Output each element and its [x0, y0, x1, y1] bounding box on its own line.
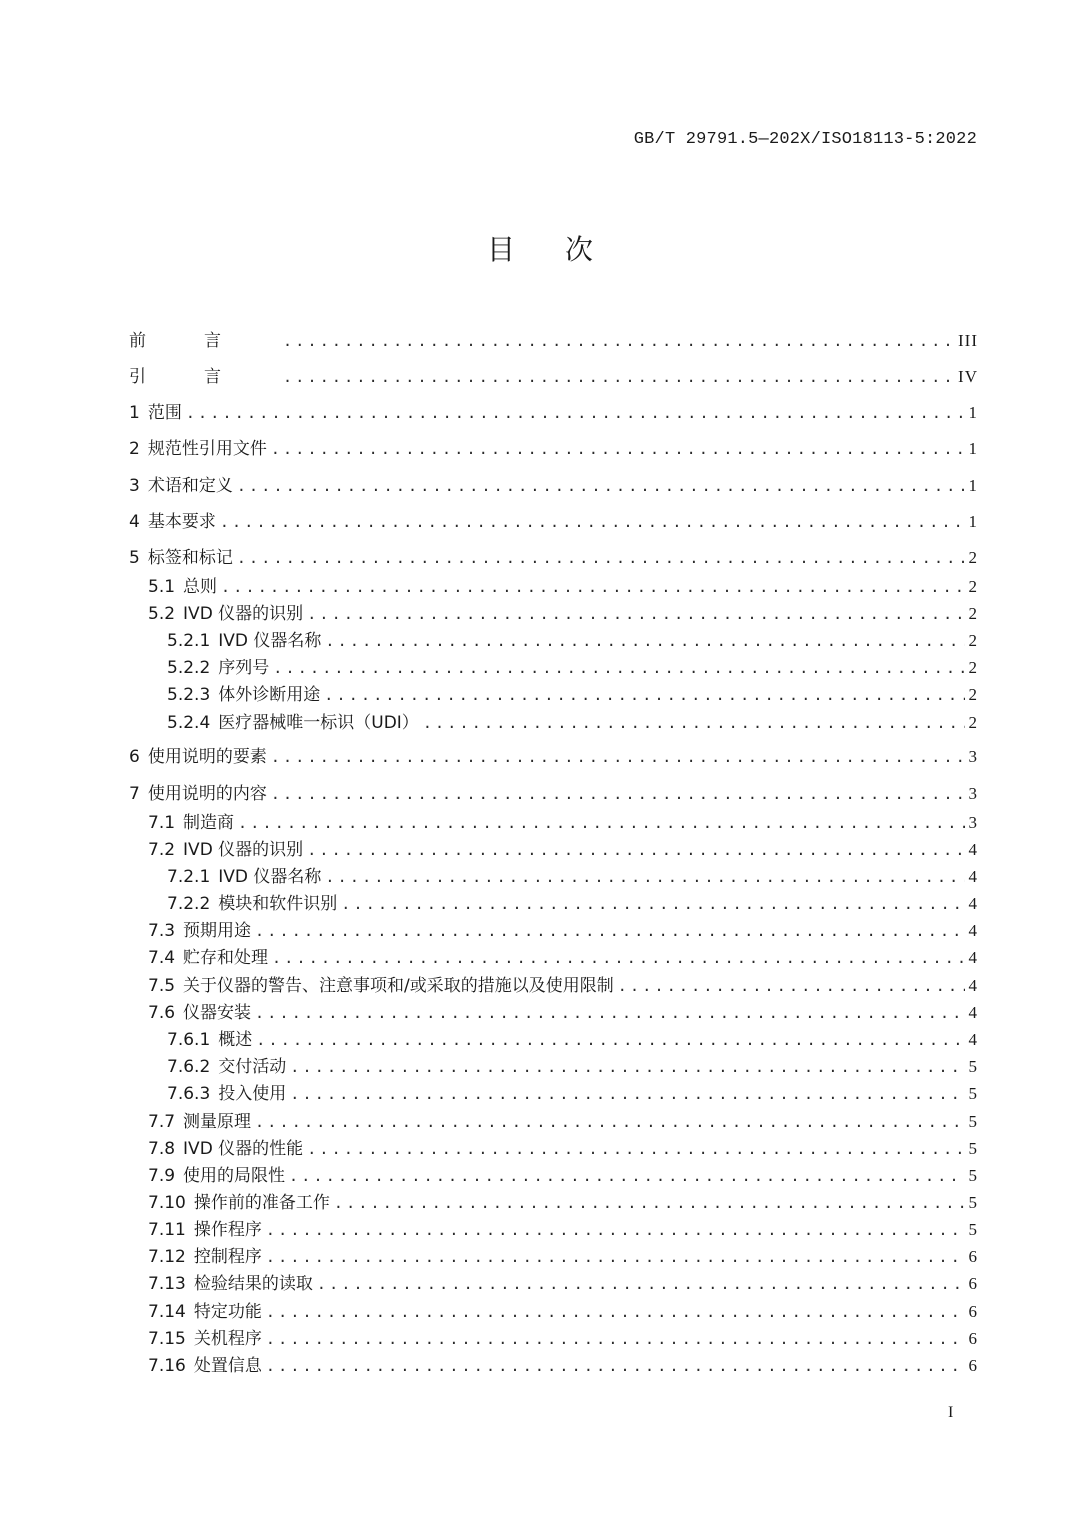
toc-entry-title: 贮存和处理	[183, 948, 269, 968]
toc-entry[interactable]	[148, 947, 978, 969]
toc-entry-title: 预期用途	[183, 921, 252, 941]
toc-dot-leader	[423, 712, 965, 734]
toc-entry-title: 基本要求	[147, 512, 216, 532]
toc-entry-page: 4	[968, 921, 978, 940]
toc-entry-title: IVD 仪器名称	[218, 631, 322, 651]
toc-entry-number: 2	[129, 439, 140, 459]
toc-entry[interactable]	[167, 657, 978, 679]
toc-entry-page: 4	[968, 1030, 978, 1049]
toc-dot-leader	[325, 866, 964, 888]
toc-entry[interactable]	[167, 1029, 978, 1051]
toc-entry-number: 7	[129, 784, 140, 804]
toc-entry-number: 3	[129, 476, 140, 496]
toc-entry-number: 7.5	[148, 976, 176, 996]
toc-entry-page: 1	[968, 476, 978, 495]
toc-entry[interactable]	[148, 1355, 978, 1377]
toc-entry[interactable]	[129, 746, 978, 768]
toc-entry-page: 6	[968, 1274, 978, 1293]
toc-entry[interactable]	[129, 438, 978, 460]
toc-entry-number: 7.11	[148, 1220, 186, 1240]
toc-dot-leader	[334, 1192, 965, 1214]
toc-entry-title: 投入使用	[218, 1084, 287, 1104]
toc-entry-page: IV	[958, 367, 978, 386]
toc-entry-page: 1	[968, 439, 978, 458]
toc-entry[interactable]	[167, 630, 978, 652]
toc-dot-leader	[266, 1246, 965, 1268]
toc-entry-number: 5.2.4	[167, 713, 211, 733]
toc-entry-title: 控制程序	[193, 1247, 262, 1267]
toc-entry-number: 5	[129, 548, 140, 568]
toc-entry-number: 7.6.2	[167, 1057, 211, 1077]
toc-dot-leader	[221, 576, 964, 598]
toc-entry[interactable]	[148, 576, 978, 598]
toc-dot-leader	[307, 1138, 964, 1160]
toc-entry-title: 范围	[147, 403, 182, 423]
toc-entry-title: 测量原理	[183, 1112, 252, 1132]
toc-entry[interactable]	[129, 475, 978, 497]
toc-entry-page: 5	[968, 1139, 978, 1158]
toc-dot-leader	[237, 547, 965, 569]
toc-entry-page: 5	[968, 1166, 978, 1185]
toc-entry-number: 5.2.3	[167, 685, 211, 705]
toc-entry[interactable]	[148, 1138, 978, 1160]
toc-entry-title: 规范性引用文件	[147, 439, 267, 459]
toc-entry-page: 5	[968, 1193, 978, 1212]
toc-entry[interactable]	[148, 1192, 978, 1214]
toc-entry-title: 特定功能	[193, 1302, 262, 1322]
toc-entry-number: 4	[129, 512, 140, 532]
toc-entry-title: 标签和标记	[147, 548, 233, 568]
toc-dot-leader	[266, 1328, 965, 1350]
toc-entry-title: 术语和定义	[147, 476, 233, 496]
toc-dot-leader	[266, 1301, 965, 1323]
toc-entry-number: 7.15	[148, 1329, 186, 1349]
toc-entry-title: 操作程序	[193, 1220, 262, 1240]
toc-entry-page: III	[958, 331, 978, 350]
toc-entry-title: 仪器安装	[183, 1003, 252, 1023]
toc-entry-number: 5.2.2	[167, 658, 211, 678]
toc-entry-title: IVD 仪器名称	[218, 867, 322, 887]
toc-entry[interactable]	[148, 1219, 978, 1241]
toc-entry-title: 总则	[183, 577, 218, 597]
toc-entry-number: 7.3	[148, 921, 176, 941]
toc-entry-number: 7.9	[148, 1166, 176, 1186]
toc-dot-leader	[271, 746, 965, 768]
toc-entry-page: 2	[968, 631, 978, 650]
toc-entry-page: 6	[968, 1247, 978, 1266]
toc-dot-leader	[186, 402, 965, 424]
toc-entry-number: 7.2.1	[167, 867, 211, 887]
toc-entry-page: 5	[968, 1112, 978, 1131]
toc-entry-title: IVD 仪器的性能	[183, 1139, 304, 1159]
toc-entry-title: 关机程序	[193, 1329, 262, 1349]
toc-dot-leader	[266, 1219, 965, 1241]
toc-dot-leader	[256, 1029, 964, 1051]
toc-entry-number: 7.13	[148, 1274, 186, 1294]
toc-entry[interactable]	[148, 1246, 978, 1268]
toc-dot-leader	[341, 893, 964, 915]
toc-entry-number: 7.8	[148, 1139, 176, 1159]
toc-entry-page: 4	[968, 867, 978, 886]
toc-entry[interactable]	[167, 712, 978, 734]
toc-dot-leader	[272, 947, 964, 969]
toc-entry[interactable]	[167, 1056, 978, 1078]
toc-entry-number: 6	[129, 747, 140, 767]
toc-dot-leader	[220, 511, 965, 533]
toc-dot-leader	[307, 839, 964, 861]
toc-dot-leader	[255, 1002, 964, 1024]
toc-entry[interactable]	[167, 684, 978, 706]
toc-entry-number: 7.2.2	[167, 894, 211, 914]
toc-dot-leader	[283, 330, 954, 352]
toc-entry[interactable]	[129, 547, 978, 569]
toc-entry-page: 2	[968, 658, 978, 677]
toc-entry-title: 前言	[129, 331, 279, 351]
toc-entry[interactable]	[148, 812, 978, 834]
toc-entry-title: 使用说明的要素	[147, 747, 267, 767]
toc-entry-page: 3	[968, 784, 978, 803]
toc-entry[interactable]	[148, 603, 978, 625]
toc-entry-number: 5.1	[148, 577, 176, 597]
toc-entry-number: 7.2	[148, 840, 176, 860]
toc-entry-number: 5.2	[148, 604, 176, 624]
toc-entry-title: 制造商	[183, 813, 235, 833]
toc-entry[interactable]	[129, 402, 978, 424]
toc-entry-number: 7.12	[148, 1247, 186, 1267]
toc-entry-title: 概述	[218, 1030, 253, 1050]
page-title: 目次	[486, 233, 643, 266]
toc-entry-page: 6	[968, 1302, 978, 1321]
toc-entry-page: 4	[968, 894, 978, 913]
toc-entry[interactable]	[148, 839, 978, 861]
toc-entry-title: 交付活动	[218, 1057, 287, 1077]
toc-dot-leader	[271, 438, 965, 460]
toc-dot-leader	[324, 684, 964, 706]
toc-dot-leader	[266, 1355, 965, 1377]
toc-dot-leader	[618, 975, 965, 997]
toc-entry-page: 6	[968, 1329, 978, 1348]
toc-entry-title: 处置信息	[193, 1356, 262, 1376]
toc-dot-leader	[290, 1056, 964, 1078]
toc-entry-title: 使用的局限性	[183, 1166, 286, 1186]
toc-entry-page: 3	[968, 747, 978, 766]
toc-dot-leader	[283, 366, 954, 388]
toc-entry-number: 7.6.3	[167, 1084, 211, 1104]
toc-entry-page: 4	[968, 1003, 978, 1022]
toc-entry-page: 2	[968, 604, 978, 623]
toc-entry[interactable]	[167, 1083, 978, 1105]
toc-entry-title: 检验结果的读取	[193, 1274, 313, 1294]
page-number: I	[948, 1404, 954, 1421]
toc-entry[interactable]	[129, 366, 978, 388]
toc-entry-page: 2	[968, 577, 978, 596]
toc-entry-number: 7.16	[148, 1356, 186, 1376]
toc-entry[interactable]	[129, 511, 978, 533]
toc-entry-page: 5	[968, 1084, 978, 1103]
toc-dot-leader	[237, 475, 965, 497]
toc-entry[interactable]	[148, 1273, 978, 1295]
toc-entry-title: 使用说明的内容	[147, 784, 267, 804]
toc-entry-page: 4	[968, 840, 978, 859]
toc-entry[interactable]	[148, 920, 978, 942]
toc-entry-number: 7.6.1	[167, 1030, 211, 1050]
toc-entry[interactable]	[167, 866, 978, 888]
toc-entry-page: 6	[968, 1356, 978, 1375]
toc-dot-leader	[325, 630, 964, 652]
toc-entry-page: 2	[968, 548, 978, 567]
toc-entry-page: 2	[968, 713, 978, 732]
toc-dot-leader	[255, 920, 964, 942]
toc-entry-title: IVD 仪器的识别	[183, 604, 304, 624]
toc-dot-leader	[289, 1165, 964, 1187]
toc-entry-number: 7.14	[148, 1302, 186, 1322]
toc-entry-page: 5	[968, 1057, 978, 1076]
toc-entry-title: 序列号	[218, 658, 270, 678]
toc-entry[interactable]	[148, 1328, 978, 1350]
toc-entry[interactable]	[148, 1002, 978, 1024]
toc-entry[interactable]	[148, 1111, 978, 1133]
toc-entry[interactable]	[148, 975, 978, 997]
toc-entry-number: 7.10	[148, 1193, 186, 1213]
toc-entry-number: 5.2.1	[167, 631, 211, 651]
toc-entry-page: 1	[968, 403, 978, 422]
toc-dot-leader	[238, 812, 964, 834]
toc-entry[interactable]	[129, 783, 978, 805]
toc-entry-number: 7.1	[148, 813, 176, 833]
toc-entry-page: 5	[968, 1220, 978, 1239]
document-code: GB/T 29791.5—202X/ISO18113-5:2022	[633, 130, 977, 149]
toc-dot-leader	[271, 783, 965, 805]
toc-entry-page: 3	[968, 813, 978, 832]
toc-dot-leader	[255, 1111, 964, 1133]
toc-entry-title: 操作前的准备工作	[193, 1193, 330, 1213]
toc-entry[interactable]	[148, 1301, 978, 1323]
toc-entry-number: 1	[129, 403, 140, 423]
toc-dot-leader	[290, 1083, 964, 1105]
toc-entry-title: 关于仪器的警告、注意事项和/或采取的措施以及使用限制	[183, 976, 614, 996]
toc-entry-title: IVD 仪器的识别	[183, 840, 304, 860]
toc-entry-page: 4	[968, 976, 978, 995]
toc-entry[interactable]	[167, 893, 978, 915]
toc-entry-number: 7.6	[148, 1003, 176, 1023]
toc-entry-number: 7.7	[148, 1112, 176, 1132]
toc-entry-page: 4	[968, 948, 978, 967]
toc-entry-page: 2	[968, 685, 978, 704]
toc-entry-number: 7.4	[148, 948, 176, 968]
toc-dot-leader	[317, 1273, 965, 1295]
toc-dot-leader	[273, 657, 964, 679]
toc-entry-page: 1	[968, 512, 978, 531]
toc-entry[interactable]	[148, 1165, 978, 1187]
toc-entry-title: 模块和软件识别	[218, 894, 338, 914]
toc-dot-leader	[307, 603, 964, 625]
toc-entry-title: 引言	[129, 367, 279, 387]
toc-entry-title: 体外诊断用途	[218, 685, 321, 705]
toc-entry-title: 医疗器械唯一标识（UDI）	[218, 713, 419, 733]
toc-entry[interactable]	[129, 330, 978, 352]
